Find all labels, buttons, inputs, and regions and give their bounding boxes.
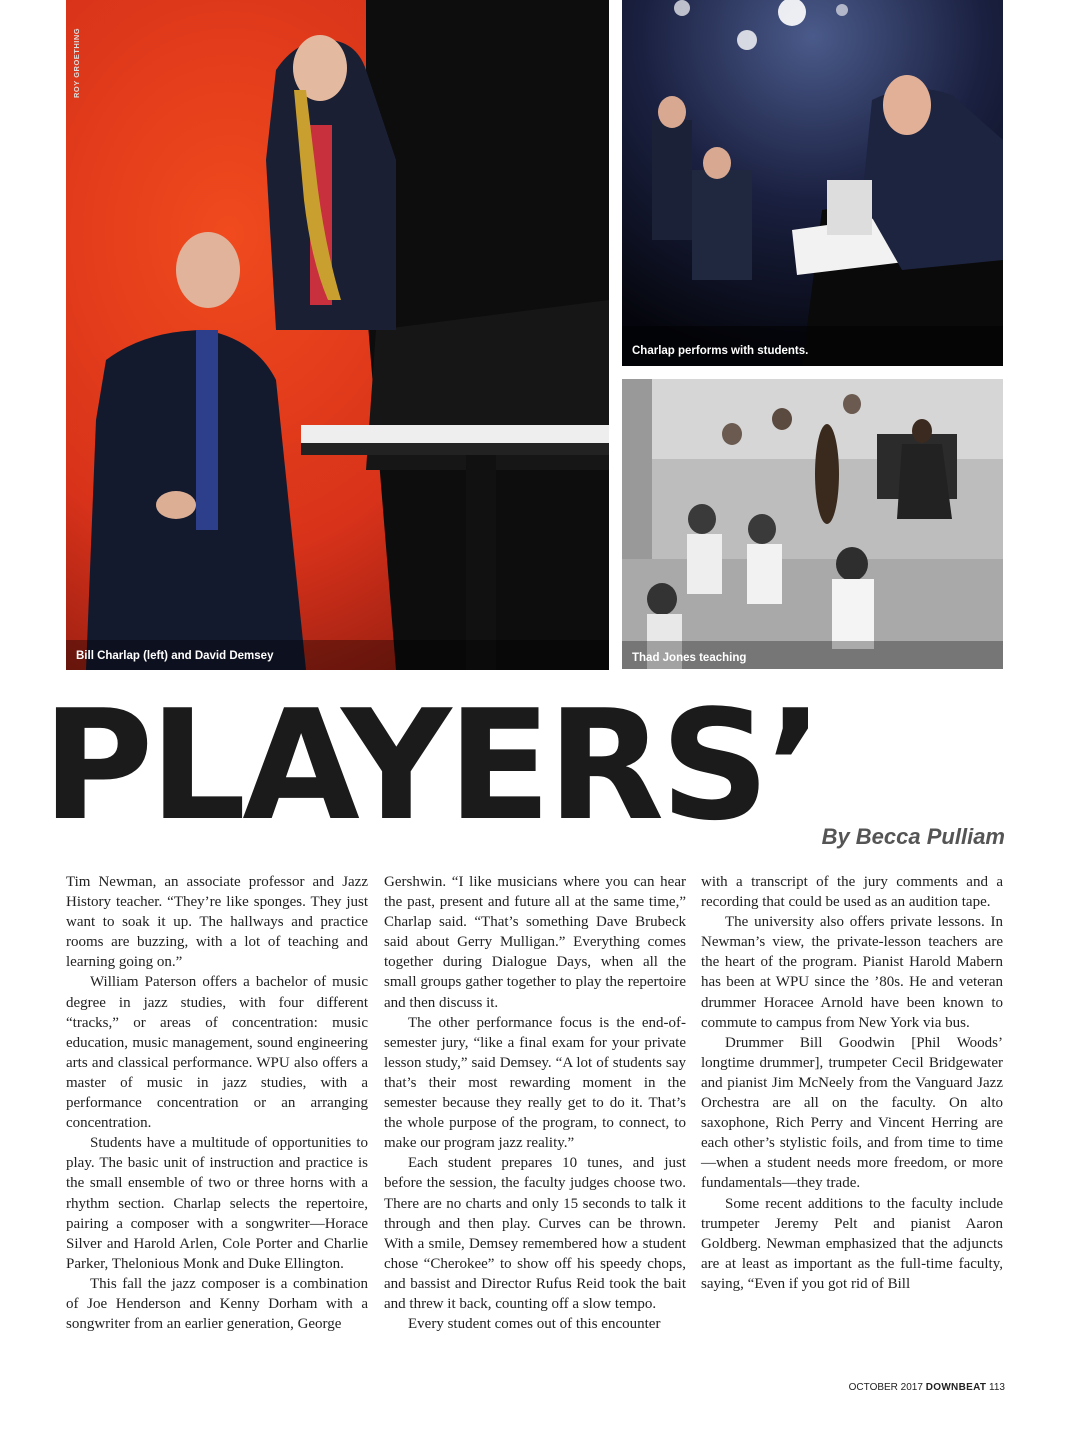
- paragraph: The other performance focus is the end-of-semester jury, “like a final exam for your private lesson study,” said Demsey. “A lot of students say that’s their most rewarding moment in the semester because they really get to do it. That’s the whole purpose of the program, to connect, to make our program jazz reality.”: [384, 1014, 686, 1152]
- text-column-3: [701, 872, 1003, 1294]
- paragraph: Gershwin. “I like musicians where you can hear the past, present and future all at the same time,” Charlap said. “That’s something Dave Brubeck said about Gerry Mulligan.” Everything comes together during Dialogue Days, when all the small groups gather together to play the repertoire and then discuss it.: [384, 874, 686, 1011]
- paragraph: Some recent additions to the faculty include trumpeter Jeremy Pelt and pianist Aaron Goldberg. Newman emphasized that the adjuncts are at least as important as the full-time faculty, saying, “Even if you got rid of Bill: [701, 1195, 1003, 1292]
- page-number: 113: [989, 1382, 1005, 1393]
- article-headline: PLAYERS’: [42, 677, 820, 854]
- paragraph: This fall the jazz composer is a combination of Joe Henderson and Kenny Dorham with a songwriter from an earlier generation, George: [66, 1275, 368, 1333]
- byline: By Becca Pulliam: [821, 824, 1005, 849]
- paragraph: Students have a multitude of opportunities to play. The basic unit of instruction and practice is the small ensemble of two or three horns with a rhythm section. Charlap selects the repertoire, pairing a composer with a songwriter—Horace Silver and Harold Arlen, Cole Porter and Charlie Parker, Thelonious Monk and Duke Ellington.: [66, 1135, 368, 1272]
- paragraph: with a transcript of the jury comments and a recording that could be used as an audition tape.: [701, 874, 1003, 911]
- issue-date: OCTOBER 2017: [848, 1382, 923, 1393]
- photo-credit: ROY GROETHING: [72, 27, 81, 98]
- photo-charlap-performs: [622, 0, 1003, 366]
- text-column-2: [384, 872, 686, 1334]
- paragraph: Each student prepares 10 tunes, and just before the session, the faculty judges choose two. There are no charts and only 15 seconds to talk it through and then play. Curves can be thrown. With a smile, Demsey remembered how a student chose “Cherokee” to show off his speedy chops, and bassist and Director Rufus Reid took the bait and threw it back, counting off a slow tempo.: [384, 1155, 686, 1312]
- paragraph: The university also offers private lessons. In Newman’s view, the private-lesson teachers are the heart of the program. Pianist Harold Mabern has been at WPU since the ’80s. He and veteran drummer Horacee Arnold have been known to commute to campus from New York via bus.: [701, 914, 1003, 1031]
- text-column-1: [66, 872, 368, 1334]
- page-footer: [849, 1382, 1005, 1393]
- photo-caption: Charlap performs with students.: [632, 345, 809, 357]
- photo-thad-jones: [622, 379, 1003, 669]
- magazine-name: DOWNBEAT: [925, 1382, 987, 1393]
- photo-caption: Bill Charlap (left) and David Demsey: [76, 650, 274, 662]
- paragraph: Drummer Bill Goodwin [Phil Woods’ longtime drummer], trumpeter Cecil Bridgewater and pianist Jim McNeely from the Vanguard Jazz Orchestra are all on the faculty. On alto saxophone, Rich Perry and Vincent Herring are each other’s stylistic foils, and from time to time—when a student needs more freedom, or more fundamentals—they trade.: [701, 1034, 1003, 1192]
- photo-caption: Thad Jones teaching: [632, 652, 747, 664]
- paragraph: William Paterson offers a bachelor of music degree in jazz studies, with four different “tracks,” or areas of concentration: music education, music management, sound engineering arts and classical performance. WPU also offers a master of music in jazz studies, with a performance concentration or an arranging concentration.: [66, 974, 368, 1132]
- paragraph: Tim Newman, an associate professor and Jazz History teacher. “They’re like sponges. They just want to soak it up. The hallways and practice rooms are buzzing, with a lot of teaching and learning going on.”: [66, 874, 368, 971]
- photo-charlap-demsey: [66, 0, 609, 670]
- paragraph: Every student comes out of this encounter: [408, 1316, 661, 1333]
